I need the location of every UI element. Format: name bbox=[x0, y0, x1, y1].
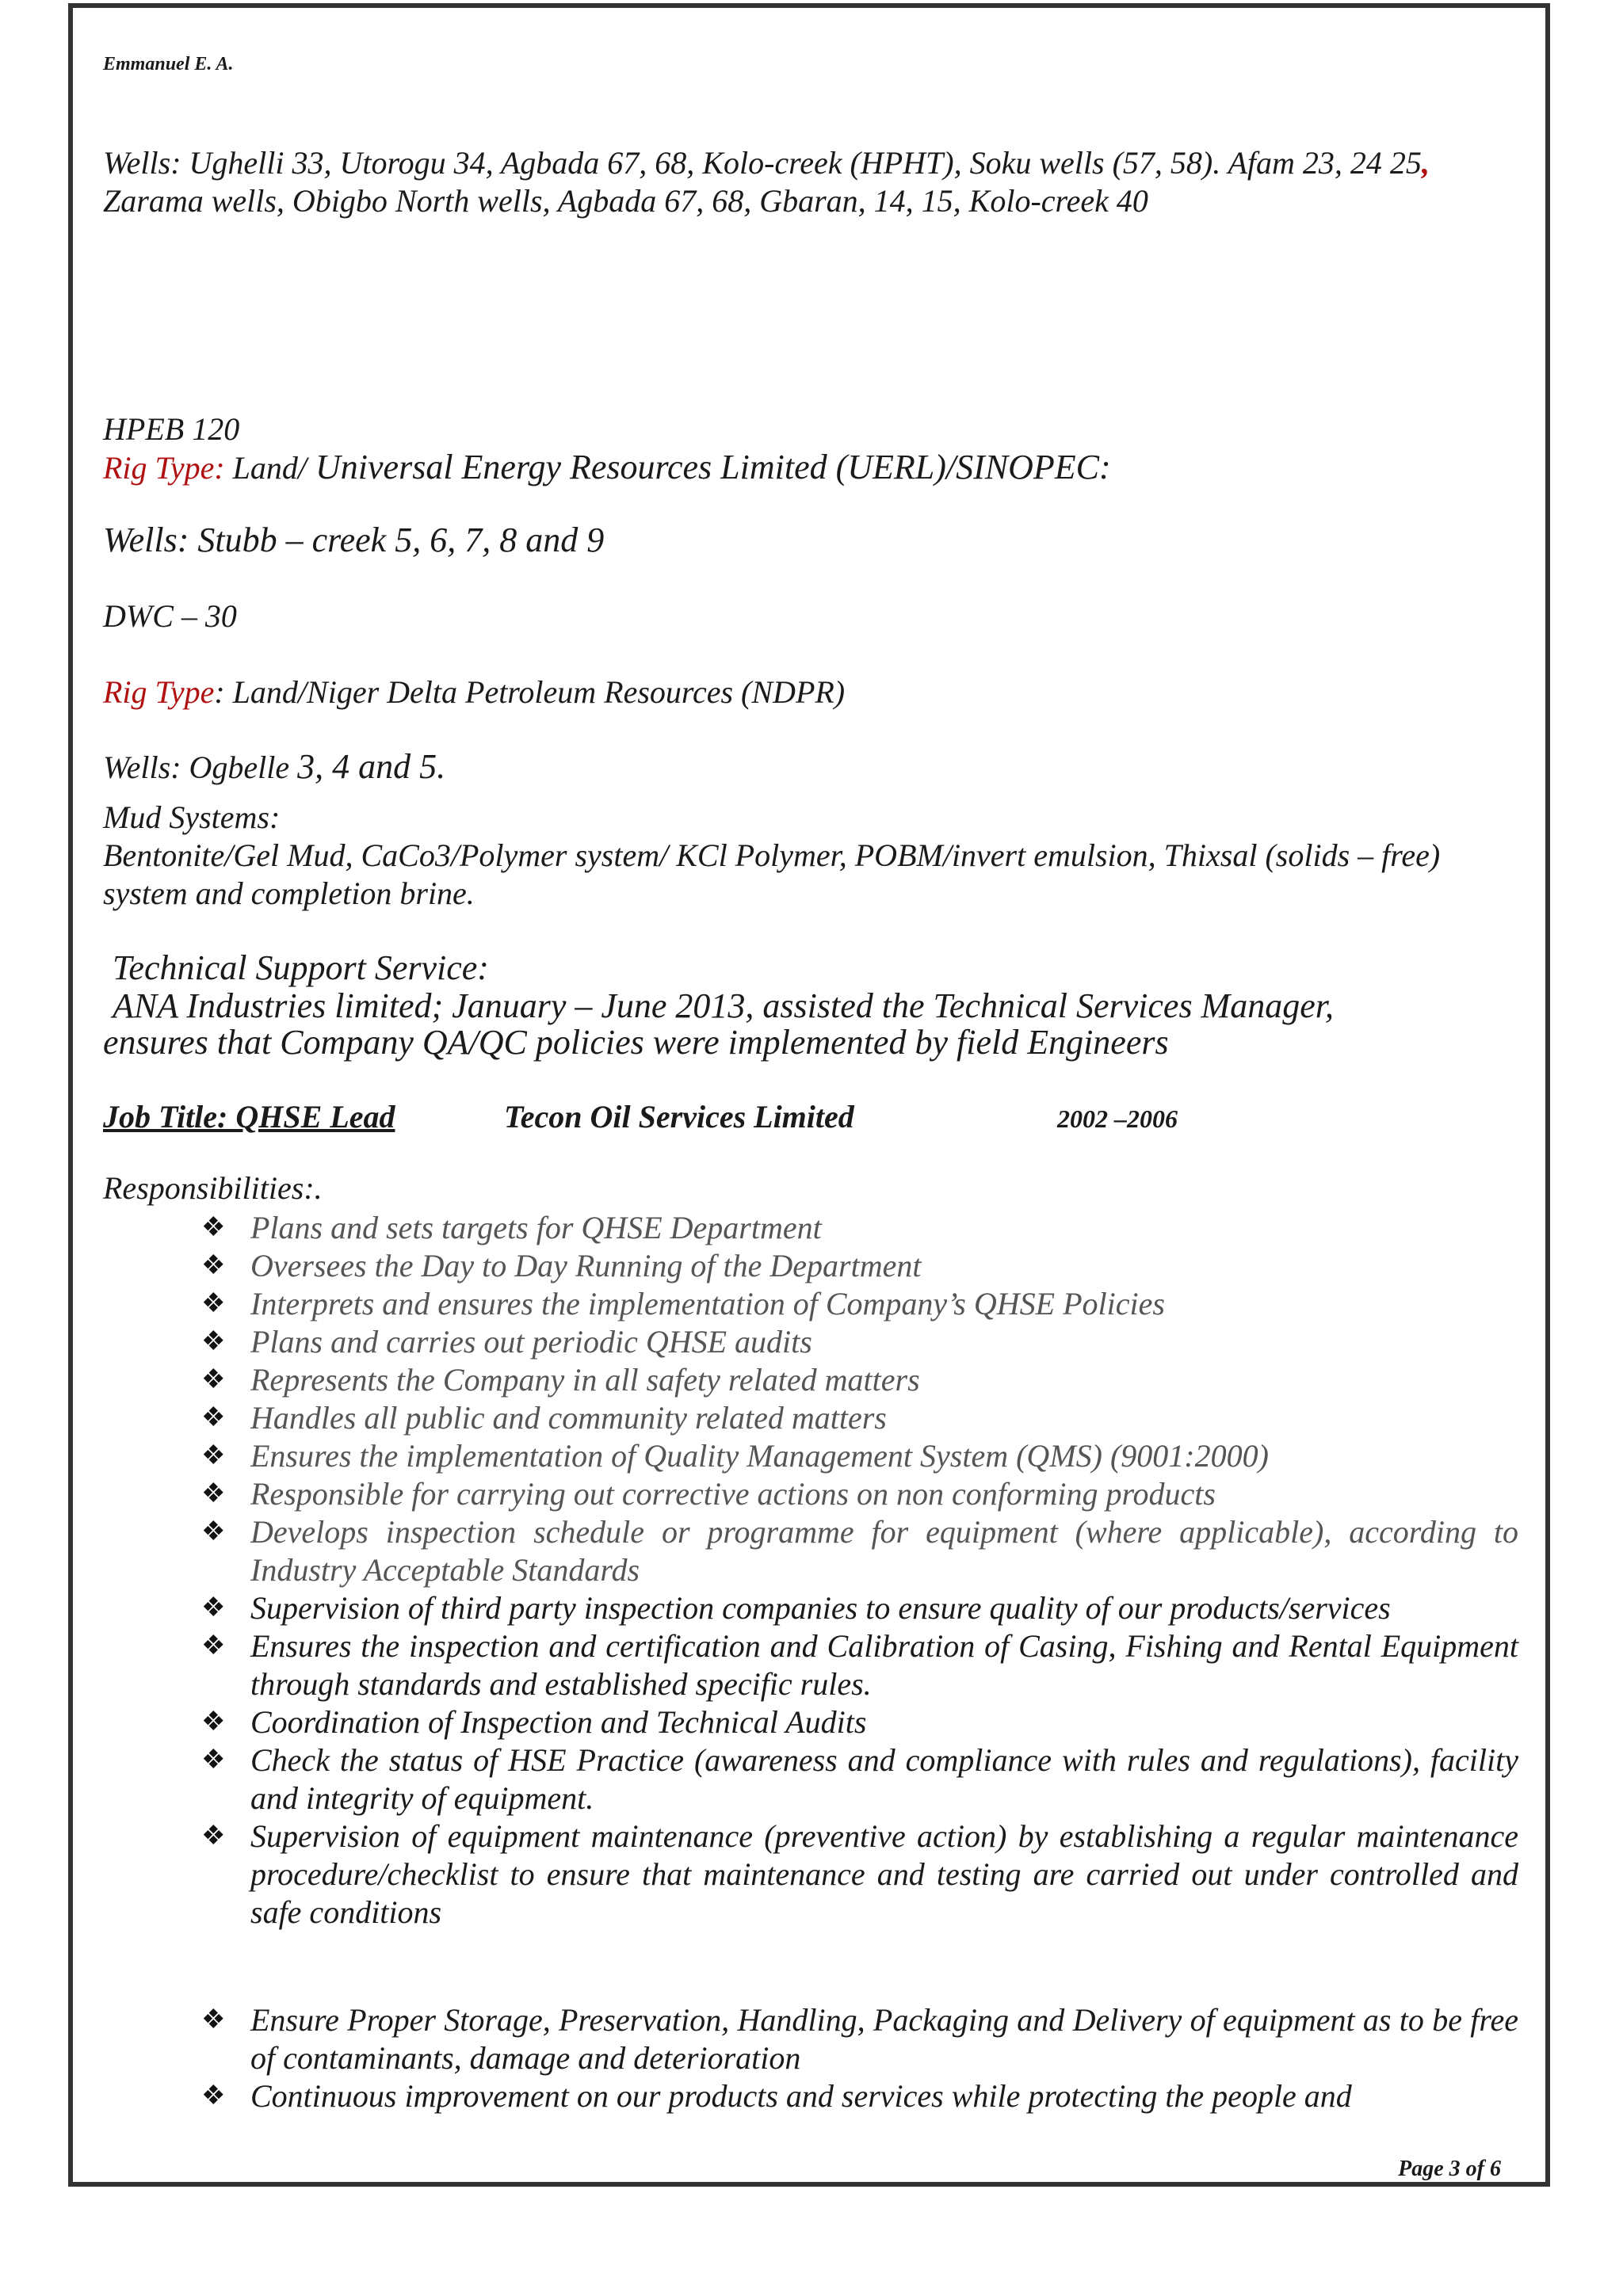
rig-name-hpeb: HPEB 120 bbox=[103, 411, 240, 447]
rig-name-dwc: DWC – 30 bbox=[103, 598, 237, 634]
rig-type-line-1: Rig Type: Land/ Universal Energy Resources Limited (UERL)/SINOPEC: bbox=[103, 448, 1111, 486]
job-company: Tecon Oil Services Limited bbox=[504, 1099, 854, 1135]
responsibilities-list-a bbox=[201, 1209, 1518, 1932]
wells-line-1: Wells: Ughelli 33, Utorogu 34, Agbada 67, 68, Kolo-creek (HPHT), Soku wells (57, 58). Afam 23, 24 25, bbox=[103, 145, 1430, 181]
list-item: ❖ Develops inspection schedule or programme for equipment (where applicable), according to Industry Acceptable Standards bbox=[201, 1514, 1518, 1588]
diamond-bullet-icon: ❖ bbox=[201, 1365, 226, 1394]
author-name: Emmanuel E. A. bbox=[103, 54, 234, 74]
list-item: ❖ Supervision of third party inspection companies to ensure quality of our products/services bbox=[201, 1590, 1391, 1626]
mud-systems-line-2: system and completion brine. bbox=[103, 875, 475, 911]
list-item: ❖ Ensure Proper Storage, Preservation, Handling, Packaging and Delivery of equipment as to be free of contaminants, damage and deterioration bbox=[201, 2002, 1518, 2076]
list-item: ❖ Handles all public and community related matters bbox=[201, 1400, 887, 1436]
diamond-bullet-icon: ❖ bbox=[201, 2005, 226, 2035]
tech-support-heading: Technical Support Service: bbox=[113, 948, 489, 987]
diamond-bullet-icon: ❖ bbox=[201, 1517, 226, 1547]
diamond-bullet-icon: ❖ bbox=[201, 1251, 226, 1280]
diamond-bullet-icon: ❖ bbox=[201, 1327, 226, 1356]
diamond-bullet-icon: ❖ bbox=[201, 1441, 226, 1470]
list-item: ❖ Coordination of Inspection and Technical Audits bbox=[201, 1704, 867, 1740]
diamond-bullet-icon: ❖ bbox=[201, 1593, 226, 1623]
tech-support-line-1: ANA Industries limited; January – June 2013, assisted the Technical Services Manager, bbox=[113, 986, 1334, 1025]
list-item: ❖ Check the status of HSE Practice (awareness and compliance with rules and regulations), facility and integrity of equipment. bbox=[201, 1742, 1518, 1816]
diamond-bullet-icon: ❖ bbox=[201, 2081, 226, 2111]
tech-support-line-2: ensures that Company QA/QC policies were implemented by field Engineers bbox=[103, 1023, 1169, 1062]
diamond-bullet-icon: ❖ bbox=[201, 1631, 226, 1661]
rig-type-line-2: Rig Type: Land/Niger Delta Petroleum Resources (NDPR) bbox=[103, 674, 846, 710]
list-item: ❖ Oversees the Day to Day Running of the Department bbox=[201, 1248, 922, 1283]
diamond-bullet-icon: ❖ bbox=[201, 1289, 226, 1318]
mud-systems-heading: Mud Systems: bbox=[103, 799, 281, 835]
list-item: ❖ Interprets and ensures the implementation of Company’s QHSE Policies bbox=[201, 1286, 1165, 1322]
diamond-bullet-icon: ❖ bbox=[201, 1213, 226, 1242]
list-item: ❖ Represents the Company in all safety related matters bbox=[201, 1362, 920, 1398]
diamond-bullet-icon: ❖ bbox=[201, 1745, 226, 1775]
mud-systems-line-1: Bentonite/Gel Mud, CaCo3/Polymer system/ KCl Polymer, POBM/invert emulsion, Thixsal (solids – free) bbox=[103, 837, 1441, 873]
diamond-bullet-icon: ❖ bbox=[201, 1403, 226, 1432]
diamond-bullet-icon: ❖ bbox=[201, 1479, 226, 1508]
diamond-bullet-icon: ❖ bbox=[201, 1821, 226, 1851]
responsibilities-list-b bbox=[201, 2001, 1518, 2115]
list-item: ❖ Plans and carries out periodic QHSE audits bbox=[201, 1324, 812, 1360]
list-item: ❖ Ensures the inspection and certification and Calibration of Casing, Fishing and Rental Equipment through standards and established specific rules. bbox=[201, 1628, 1518, 1702]
job-period: 2002 –2006 bbox=[1057, 1104, 1178, 1133]
list-item: ❖ Continuous improvement on our products and services while protecting the people and bbox=[201, 2078, 1352, 2114]
page-number: Page 3 of 6 bbox=[1398, 2157, 1501, 2181]
list-item: ❖ Supervision of equipment maintenance (preventive action) by establishing a regular maintenance procedure/checklist to ensure that maintenance and testing are carried out under controlled and safe conditions bbox=[201, 1818, 1518, 1930]
rig-1-wells: Wells: Stubb – creek 5, 6, 7, 8 and 9 bbox=[103, 521, 605, 559]
list-item: ❖ Plans and sets targets for QHSE Department bbox=[201, 1210, 822, 1245]
diamond-bullet-icon: ❖ bbox=[201, 1707, 226, 1737]
job-title: Job Title: QHSE Lead bbox=[103, 1099, 395, 1135]
list-item: ❖ Ensures the implementation of Quality Management System (QMS) (9001:2000) bbox=[201, 1438, 1269, 1474]
wells-line-2: Zarama wells, Obigbo North wells, Agbada 67, 68, Gbaran, 14, 15, Kolo-creek 40 bbox=[103, 183, 1148, 219]
list-item: ❖ Responsible for carrying out corrective actions on non conforming products bbox=[201, 1476, 1216, 1512]
rig-2-wells: Wells: Ogbelle 3, 4 and 5. bbox=[103, 747, 446, 786]
responsibilities-heading: Responsibilities:. bbox=[103, 1170, 323, 1206]
